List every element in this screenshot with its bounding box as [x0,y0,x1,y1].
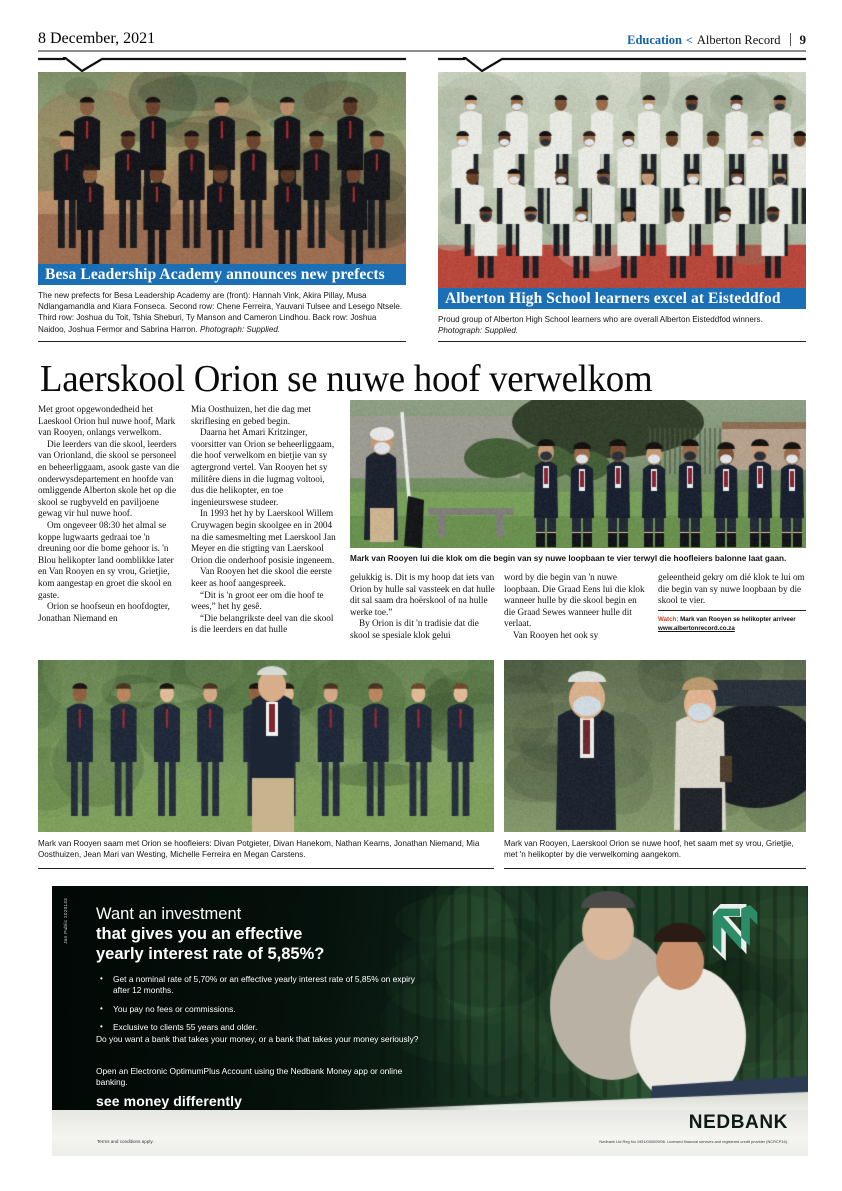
watch-url-link[interactable]: www.albertonrecord.co.za [658,625,735,632]
advert-headline-line3: yearly interest rate of 5,85%? [96,945,325,963]
advert-wordmark: NEDBANK [688,1112,788,1133]
masthead-right [627,31,806,48]
main-headline: Laerskool Orion se nuwe hoof verwelkom [40,358,653,400]
masthead [38,26,806,48]
paragraph: Mia Oosthuizen, het die dag met skriflesing en gebed begin. [191,404,311,426]
advert-headline [96,904,486,964]
watch-box[interactable] [658,615,808,633]
nedbank-logo-icon [704,900,766,962]
paragraph: “Die belangrikste deel van die skool is die leerders en dat hulle [191,612,334,635]
photo-bell-ceremony [350,400,806,548]
body-column-2 [191,404,337,636]
section-label: Education [627,33,682,47]
photo-besa-prefects [38,72,406,264]
advert-paragraph-2: Open an Electronic OptimumPlus Account using the Nedbank Money app or online banking. [96,1066,403,1088]
divider-bottom-left [38,868,494,869]
caption-alberton-credit: Photograph: Supplied. [438,326,519,336]
paragraph: gelukkig is. Dit is my hoop dat iets van Orion by hulle sal vassteek en dat hulle dit sal saam dra hoërskool of na hulle werke toe.” [350,572,495,617]
divider-alberton [438,341,806,342]
advert-bullet: • You pay no fees or commissions. [96,1004,426,1015]
body-column-1 [38,404,184,624]
paragraph: Van Rooyen het ook sy [513,629,599,640]
caption-bar-alberton-text: Alberton High School learners excel at Eisteddfod [445,289,781,307]
advert-paragraph-1: Do you want a bank that takes your money, or a bank that takes your money seriously? [96,1034,419,1044]
caption-alberton-body: Proud group of Alberton High School learners who are overall Alberton Eisteddfod winners. [438,315,763,324]
bubble-tail-right [438,57,806,73]
paragraph: In 1993 het hy by Laerskool Willem Cruywagen begin skoolgee en in 2004 na die samesmelting met Laerskool Jan Meyer en die stigting van Laerskool Orion die onderhoof posisie ingeneem. [191,508,336,565]
body-column-4 [504,572,650,642]
advert-bullet: • Get a nominal rate of 5,70% or an effective yearly interest rate of 5,85% on expiry after 12 months. [96,974,426,997]
advert-slogan: see money differently [96,1093,243,1109]
paragraph: Daarna het Amari Kritzinger, voorsitter van Orion se beheerliggaam, die hoof verwelkom en bietjie van sy agtergrond vertel. Van Rooyen het sy militêre diens in die lugmag voltooi, dus die helikopter, en toe ingenieurswese studeer. [191,427,335,507]
photo-head-with-leaders [38,660,494,832]
paragraph: word by die begin van 'n nuwe loopbaan. Die Graad Eens lui die klok wanneer hulle by die skool begin en die Graad Sewes wanneer hulle dit verlaat. [504,572,645,629]
paragraph: “Dit is 'n groot eer om die hoof te wees,” het hy gesê. [191,589,324,612]
advert-bullet-list [96,974,426,1041]
divider-besa [38,341,406,342]
photo-alberton-eisteddfod [438,72,806,288]
caption-besa-body: The new prefects for Besa Leadership Academy are (front): Hannah Vink, Akira Pillay, Musa Ndlangamandla and Kiara Fonseca. Second row: Chene Ferreira, Yauvani Tulsee and Lesego Ntsele. Third row: Joshua du Toit, Tshia Sheburi, Ty Manson and Cameron Lindhou. Back row: Joshua Naidoo, Joshua Fermor and Sabrina Harron. [38,291,403,334]
watch-label: Watch: [658,616,679,623]
caption-bar-besa [38,264,406,285]
paragraph: Met groot opgewondedheid het Laeskool Orion hul nuwe hoof, Mark van Rooyen, onlangs verwelkom. [38,404,176,438]
caption-besa-credit: Photograph: Supplied. [199,324,281,334]
advert-side-code: Jan Public 2020143 [63,898,68,944]
caption-head-with-leaders: Mark van Rooyen saam met Orion se hoofleiers: Divan Potgieter, Divan Hanekom, Nathan Kearns, Jonathan Niemand, Mia Oosthuizen, Jean Mari van Westing, Michelle Ferreira en Megan Carstens. [38,839,480,860]
paragraph: Orion se hoofseun en hoofdogter, Jonathan Niemand en [38,601,170,623]
advert-headline-line2: that gives you an effective [96,925,303,943]
paragraph: Van Rooyen het die skool die eerste keer as hoof aangespreek. [191,566,332,588]
photo-couple-arrival [504,660,806,832]
caption-text-alberton [438,314,806,336]
caption-bar-alberton [438,288,806,309]
caption-bar-besa-text: Besa Leadership Academy announces new prefects [45,265,385,283]
page-number: 9 [799,32,806,47]
paragraph: By Orion is dit 'n tradisie dat die skool se spesiale klok gelui [350,618,479,640]
caption-bell-ceremony: Mark van Rooyen lui die klok om die begin van sy nuwe loopbaan te vier terwyl die hoofleiers balonne laat gaan. [350,554,787,563]
bubble-tail-left [38,57,406,73]
divider-bottom-right [504,868,806,869]
masthead-divider [790,33,791,46]
advert-terms: Terms and conditions apply. [97,1139,154,1144]
nedbank-advert[interactable] [52,886,808,1156]
watch-text: Mark van Rooyen se helikopter arriveer [680,616,796,623]
caption-text-besa [38,290,406,335]
publication-name: Alberton Record [696,33,781,47]
watch-box-rule [658,610,806,611]
advert-bullet: • Exclusive to clients 55 years and older. [96,1022,426,1033]
masthead-date: 8 December, 2021 [38,30,156,47]
paragraph: Om ongeveer 08:30 het almal se koppe lugwaarts gedraai toe 'n dreuning oor die bome gehoor is. 'n Blou helikopter land oomblikke later en Van Rooyen en sy vrou, Grietjie, kom aangestap en groet die skool en gaste. [38,519,174,600]
paragraph: geleentheid gekry om dié klok te lui om die begin van sy nuwe loopbaan by die skool te vier. [658,572,805,606]
paragraph: Die leerders van die skool, leerders van Orionland, die skool se personeel en beheerliggaam, asook gaste van die onderwysdepartement en hoofde van omliggende Alberton skole het op die skool se rugbyveld en paviljoene gewag vir hul nuwe hoof. [38,438,180,519]
chevron-left-icon: < [686,33,693,47]
advert-headline-line1: Want an investment [96,905,242,923]
body-column-5 [658,572,806,607]
caption-couple-arrival: Mark van Rooyen, Laerskool Orion se nuwe hoof, het saam met sy vrou, Grietjie, met 'n helikopter by die verwelkoming aangekom. [504,839,794,860]
advert-legal: Nedbank Ltd Reg No 1951/000009/06. Licensed financial services and registered credit provider (NCRCP16). [599,1139,788,1144]
masthead-rule [38,50,806,52]
body-column-3 [350,572,496,642]
